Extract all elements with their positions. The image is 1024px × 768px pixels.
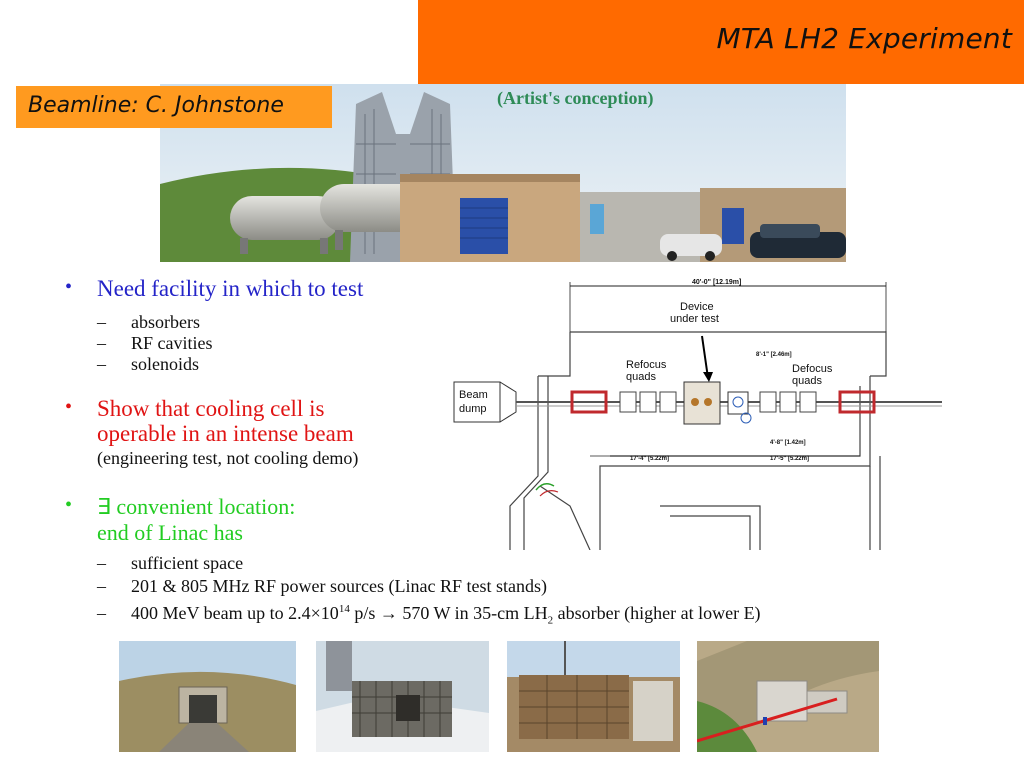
bullet-dot: • xyxy=(65,276,73,298)
hall-building xyxy=(400,174,580,262)
test-items-list xyxy=(97,312,213,375)
photo-aerial-site xyxy=(697,641,879,752)
svg-text:dump: dump xyxy=(459,403,487,415)
bullet-note: (engineering test, not cooling demo) xyxy=(97,448,359,468)
svg-text:quads: quads xyxy=(792,375,822,387)
svg-text:Device: Device xyxy=(680,301,714,313)
hero-caption: (Artist's conception) xyxy=(497,88,654,108)
svg-text:under test: under test xyxy=(670,313,719,325)
list-item: – RF cavities xyxy=(97,333,213,353)
svg-text:Defocus: Defocus xyxy=(792,363,833,375)
svg-text:40'-0" [12.19m]: 40'-0" [12.19m] xyxy=(692,279,742,286)
svg-text:8'-1" [2.46m]: 8'-1" [2.46m] xyxy=(756,352,792,358)
bullet-need-facility: Need facility in which to test xyxy=(97,276,364,301)
list-item: – sufficient space xyxy=(97,553,244,573)
photo-rebar-snow xyxy=(316,641,489,752)
svg-text:17'-4" [5.22m]: 17'-4" [5.22m] xyxy=(630,456,669,462)
bullet-location: ∃ convenient location: end of Linac has xyxy=(97,494,296,545)
list-item: – 201 & 805 MHz RF power sources (Linac RF test stands) xyxy=(97,576,547,596)
title-bar xyxy=(418,0,1024,84)
schematic-svg xyxy=(440,276,945,550)
list-item: – 400 MeV beam up to $2.4\times 10^{14}$ p/s → 570 W in 35-cm $LH_2$ absorber (higher at lower E) xyxy=(97,603,761,627)
author-tag xyxy=(16,86,332,128)
svg-text:Beam: Beam xyxy=(459,389,488,401)
beamline-schematic xyxy=(440,276,945,550)
bullet-cooling-cell: Show that cooling cell is operable in an intense beam xyxy=(97,396,354,446)
svg-text:4'-8" [1.42m]: 4'-8" [1.42m] xyxy=(770,440,806,446)
bullet-dot: • xyxy=(65,396,73,418)
svg-text:quads: quads xyxy=(626,371,656,383)
slide-title: MTA LH2 Experiment xyxy=(716,22,1012,55)
author-tag-text: Beamline: C. Johnstone xyxy=(28,93,284,118)
svg-text:Refocus: Refocus xyxy=(626,359,667,371)
photo-tunnel-entrance xyxy=(119,641,296,752)
location-items-list xyxy=(97,552,761,633)
list-item: – solenoids xyxy=(97,354,200,374)
bullet-dot: • xyxy=(65,494,73,516)
photo-formwork xyxy=(507,641,680,752)
svg-text:17'-5" [5.22m]: 17'-5" [5.22m] xyxy=(770,456,809,462)
list-item: – absorbers xyxy=(97,312,200,332)
